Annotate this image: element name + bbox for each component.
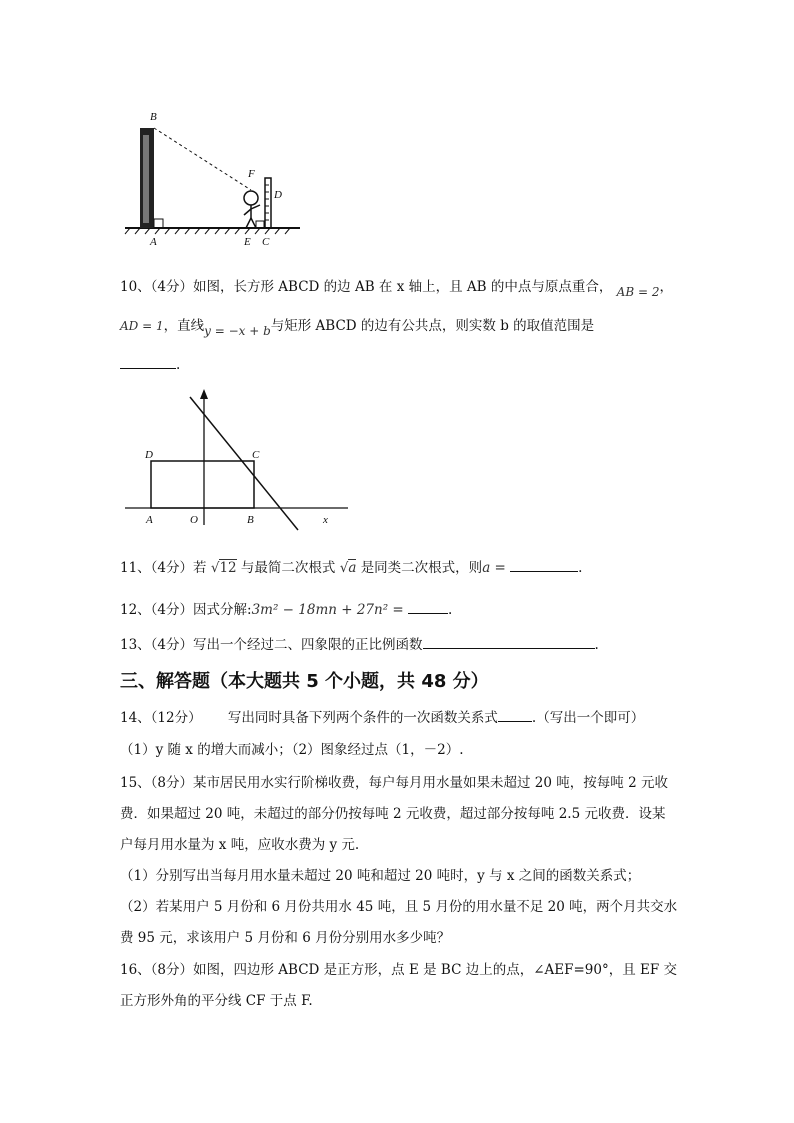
q15-part2-line1: （2）若某用户 5 月份和 6 月份共用水 45 吨，且 5 月份的用水量不足 20 吨，两个月共交水 (120, 899, 678, 915)
q12-pre: 12、（4分）因式分解: (120, 602, 252, 618)
sqrt-sign-icon: √ (339, 560, 349, 576)
q10-answer-line (120, 356, 180, 373)
q14-post: .（写出一个即可） (531, 710, 645, 726)
q10-mid: ，直线 (163, 318, 205, 334)
q10-math-ab: AB = 2 (616, 285, 660, 299)
q16-line2: 正方形外角的平分线 CF 于点 F. (120, 993, 313, 1009)
q11-mid: 与最简二次根式 (240, 560, 336, 576)
q12-end: . (448, 602, 453, 618)
q10-tail: 与矩形 ABCD 的边有公共点，则实数 b 的取值范围是 (270, 318, 595, 334)
label-E: E (244, 236, 251, 248)
q11-radicand-a: a (348, 560, 357, 576)
q15-line1: 15、（8分）某市居民用水实行阶梯收费，每户每月用水量如果未超过 20 吨，按每吨 2 元收 (120, 775, 668, 791)
q13-end: . (594, 637, 599, 653)
q10-line2 (120, 314, 595, 338)
q14-conditions: （1）y 随 x 的增大而减小；（2）图象经过点（1，－2）. (120, 742, 464, 758)
q16-line1: 16、（8分）如图，四边形 ABCD 是正方形，点 E 是 BC 边上的点，∠AEF=90°，且 EF 交 (120, 962, 678, 978)
q11-sqrt12 (211, 559, 237, 576)
label-A: A (146, 514, 153, 526)
q13-blank[interactable] (423, 636, 595, 649)
rectangle-line-figure (120, 385, 360, 535)
q15-part1: （1）分别写出当每月用水量未超过 20 吨和超过 20 吨时，y 与 x 之间的函数关系式； (120, 868, 641, 884)
q11-pre: 11、（4分）若 (120, 560, 207, 576)
q15-line2: 费．如果超过 20 吨，未超过的部分仍按每吨 2 元收费，超过部分按每吨 2.5 元收费．设某 (120, 806, 666, 822)
label-F: F (248, 168, 255, 180)
label-B: B (150, 111, 157, 123)
q11-sqrta (340, 559, 357, 576)
pole-shadow-figure (120, 105, 310, 250)
q15-part2-line2: 费 95 元，求该用户 5 月份和 6 月份分别用水多少吨？ (120, 930, 451, 946)
q14-pre: 14、（12分） (120, 710, 202, 726)
q10-text: 10、（4分）如图，长方形 ABCD 的边 AB 在 x 轴上，且 AB 的中点与原点重合， (120, 279, 613, 295)
q13-pre: 13、（4分）写出一个经过二、四象限的正比例函数 (120, 637, 423, 653)
q11-ans: a = (482, 560, 506, 576)
label-x: x (323, 514, 328, 526)
q12 (120, 598, 452, 618)
q10-end: . (176, 357, 181, 373)
label-B: B (247, 514, 254, 526)
q14-blank[interactable] (498, 709, 532, 722)
q11 (120, 556, 582, 576)
q11-blank[interactable] (510, 559, 578, 572)
label-D: D (274, 189, 282, 201)
label-D: D (145, 449, 153, 461)
label-C: C (252, 449, 260, 461)
q11-post: 是同类二次根式，则 (360, 560, 483, 576)
label-C: C (262, 236, 270, 248)
q10-math-line: y = −x + b (204, 324, 271, 338)
q13 (120, 633, 599, 653)
label-O: O (190, 514, 198, 526)
q14 (120, 706, 644, 726)
sqrt-sign-icon: √ (210, 560, 220, 576)
q10-comma: ， (659, 279, 673, 295)
section-3-title: 三、解答题（本大题共 5 个小题，共 48 分） (120, 671, 489, 692)
q10-line1 (120, 275, 673, 299)
q12-expr: 3m² − 18mn + 27n² = (251, 602, 404, 618)
q15-line3: 户每月用水量为 x 吨，应收水费为 y 元. (120, 837, 360, 853)
q10-blank[interactable] (120, 356, 176, 369)
q11-end: . (578, 560, 583, 576)
q11-radicand-12: 12 (219, 560, 237, 576)
label-A: A (150, 236, 157, 248)
q14-text: 写出同时具备下列两个条件的一次函数关系式 (227, 710, 498, 726)
q10-math-ad: AD = 1 (120, 319, 164, 333)
q12-blank[interactable] (408, 601, 448, 614)
